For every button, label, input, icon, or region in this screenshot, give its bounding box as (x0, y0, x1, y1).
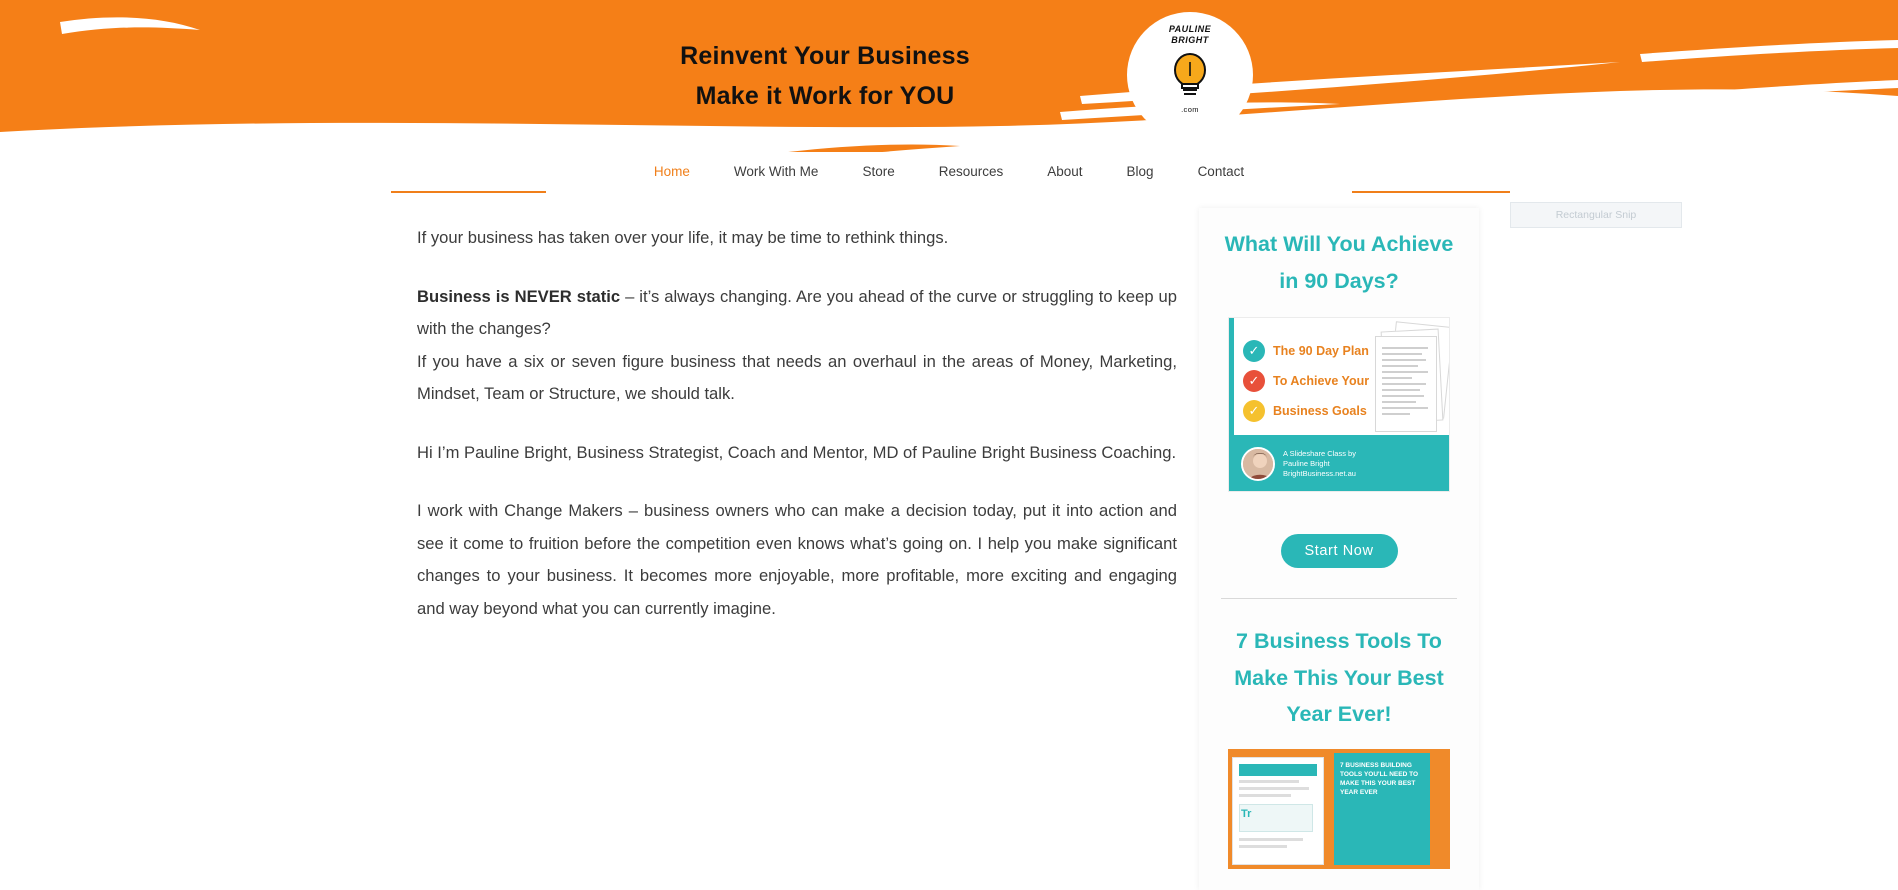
paragraph-never-static-rest: – it’s always changing. Are you ahead of the curve or struggling to keep up with the changes? (417, 286, 1177, 338)
nav-item-store[interactable]: Store (862, 164, 895, 179)
widget1-caption-line2: Pauline Bright (1283, 459, 1330, 468)
nav-list (0, 160, 1898, 183)
logo-dotcom: .com (1181, 105, 1199, 114)
check-circle-icon: ✓ (1243, 340, 1265, 362)
logo-text-line1: PAULINE (1168, 24, 1212, 34)
widget1-document-stack (1357, 322, 1450, 434)
paragraph-never-static (417, 281, 1177, 346)
nav-item-contact[interactable]: Contact (1197, 164, 1245, 179)
paragraph-six-seven-figure: If you have a six or seven figure business that needs an overhaul in the areas of Money, Marketing, Mindset, Team or Structure, we should talk. (417, 351, 1177, 403)
lightbulb-icon (1168, 48, 1212, 104)
nav-item-about[interactable]: About (1047, 164, 1083, 179)
sidebar-divider (1221, 598, 1457, 599)
widget1-caption (1283, 449, 1356, 479)
rectangular-snip-stub[interactable] (1510, 202, 1682, 228)
widget2-thumb-left-text: Tr (1241, 807, 1252, 820)
widget1-promo-row-1 (1243, 340, 1369, 362)
sidebar (1199, 208, 1479, 890)
nav-rule-right (1352, 191, 1510, 193)
check-circle-icon: ✓ (1243, 400, 1265, 422)
nav-rule-left (391, 191, 546, 193)
sidebar-widget2-image[interactable] (1228, 749, 1450, 869)
site-header (0, 0, 1898, 152)
nav-item-resources[interactable]: Resources (938, 164, 1004, 179)
widget1-promo-text-1: The 90 Day Plan (1273, 344, 1369, 358)
main-navigation-bar (0, 152, 1898, 200)
widget2-sheet-left (1232, 757, 1324, 865)
rectangular-snip-label: Rectangular Snip (1555, 209, 1637, 221)
widget1-promo-text-2: To Achieve Your (1273, 374, 1370, 388)
article-body (417, 222, 1177, 651)
site-logo[interactable] (1127, 12, 1253, 138)
nav-item-work-with-me[interactable]: Work With Me (733, 164, 819, 179)
avatar (1241, 447, 1275, 481)
sidebar-widget1-image[interactable] (1228, 317, 1450, 492)
header-titles (0, 36, 1650, 116)
start-now-button[interactable]: Start Now (1281, 534, 1398, 568)
check-circle-icon: ✓ (1243, 370, 1265, 392)
paragraph-bio: Hi I’m Pauline Bright, Business Strategist, Coach and Mentor, MD of Pauline Bright Business Coaching. (417, 442, 1177, 462)
paragraph-never-static-bold: Business is NEVER static (417, 286, 621, 306)
widget1-caption-line3: BrightBusiness.net.au (1283, 469, 1356, 478)
nav-item-blog[interactable]: Blog (1126, 164, 1154, 179)
widget2-thumb-right-text: 7 BUSINESS BUILDING TOOLS YOU'LL NEED TO MAKE THIS YOUR BEST YEAR EVER (1340, 761, 1418, 796)
sidebar-widget1-heading: What Will You Achieve in 90 Days? (1224, 232, 1454, 293)
widget1-promo-row-3 (1243, 400, 1367, 422)
widget1-caption-line1: A Slideshare Class by (1283, 449, 1356, 458)
paragraph-change-makers: I work with Change Makers – business owners who can make a decision today, put it into action and see it come to fruition before the competition even knows what’s going on. I help you make significant changes to your business. It becomes more enjoyable, more profitable, more exciting and engaging and way beyond what you can currently imagine. (417, 501, 1177, 618)
widget1-promo-row-2 (1243, 370, 1369, 392)
sidebar-widget2-heading: 7 Business Tools To Make This Your Best Year Ever! (1234, 629, 1444, 726)
paragraph-intro: If your business has taken over your life, it may be time to rethink things. (417, 228, 949, 247)
content-area (0, 200, 1898, 890)
nav-item-home[interactable]: Home (653, 164, 690, 179)
header-title-line1: Reinvent Your Business (680, 42, 970, 70)
logo-text-line2: BRIGHT (1171, 35, 1209, 45)
widget1-promo-text-3: Business Goals (1273, 404, 1367, 418)
header-title-line2: Make it Work for YOU (695, 82, 955, 110)
